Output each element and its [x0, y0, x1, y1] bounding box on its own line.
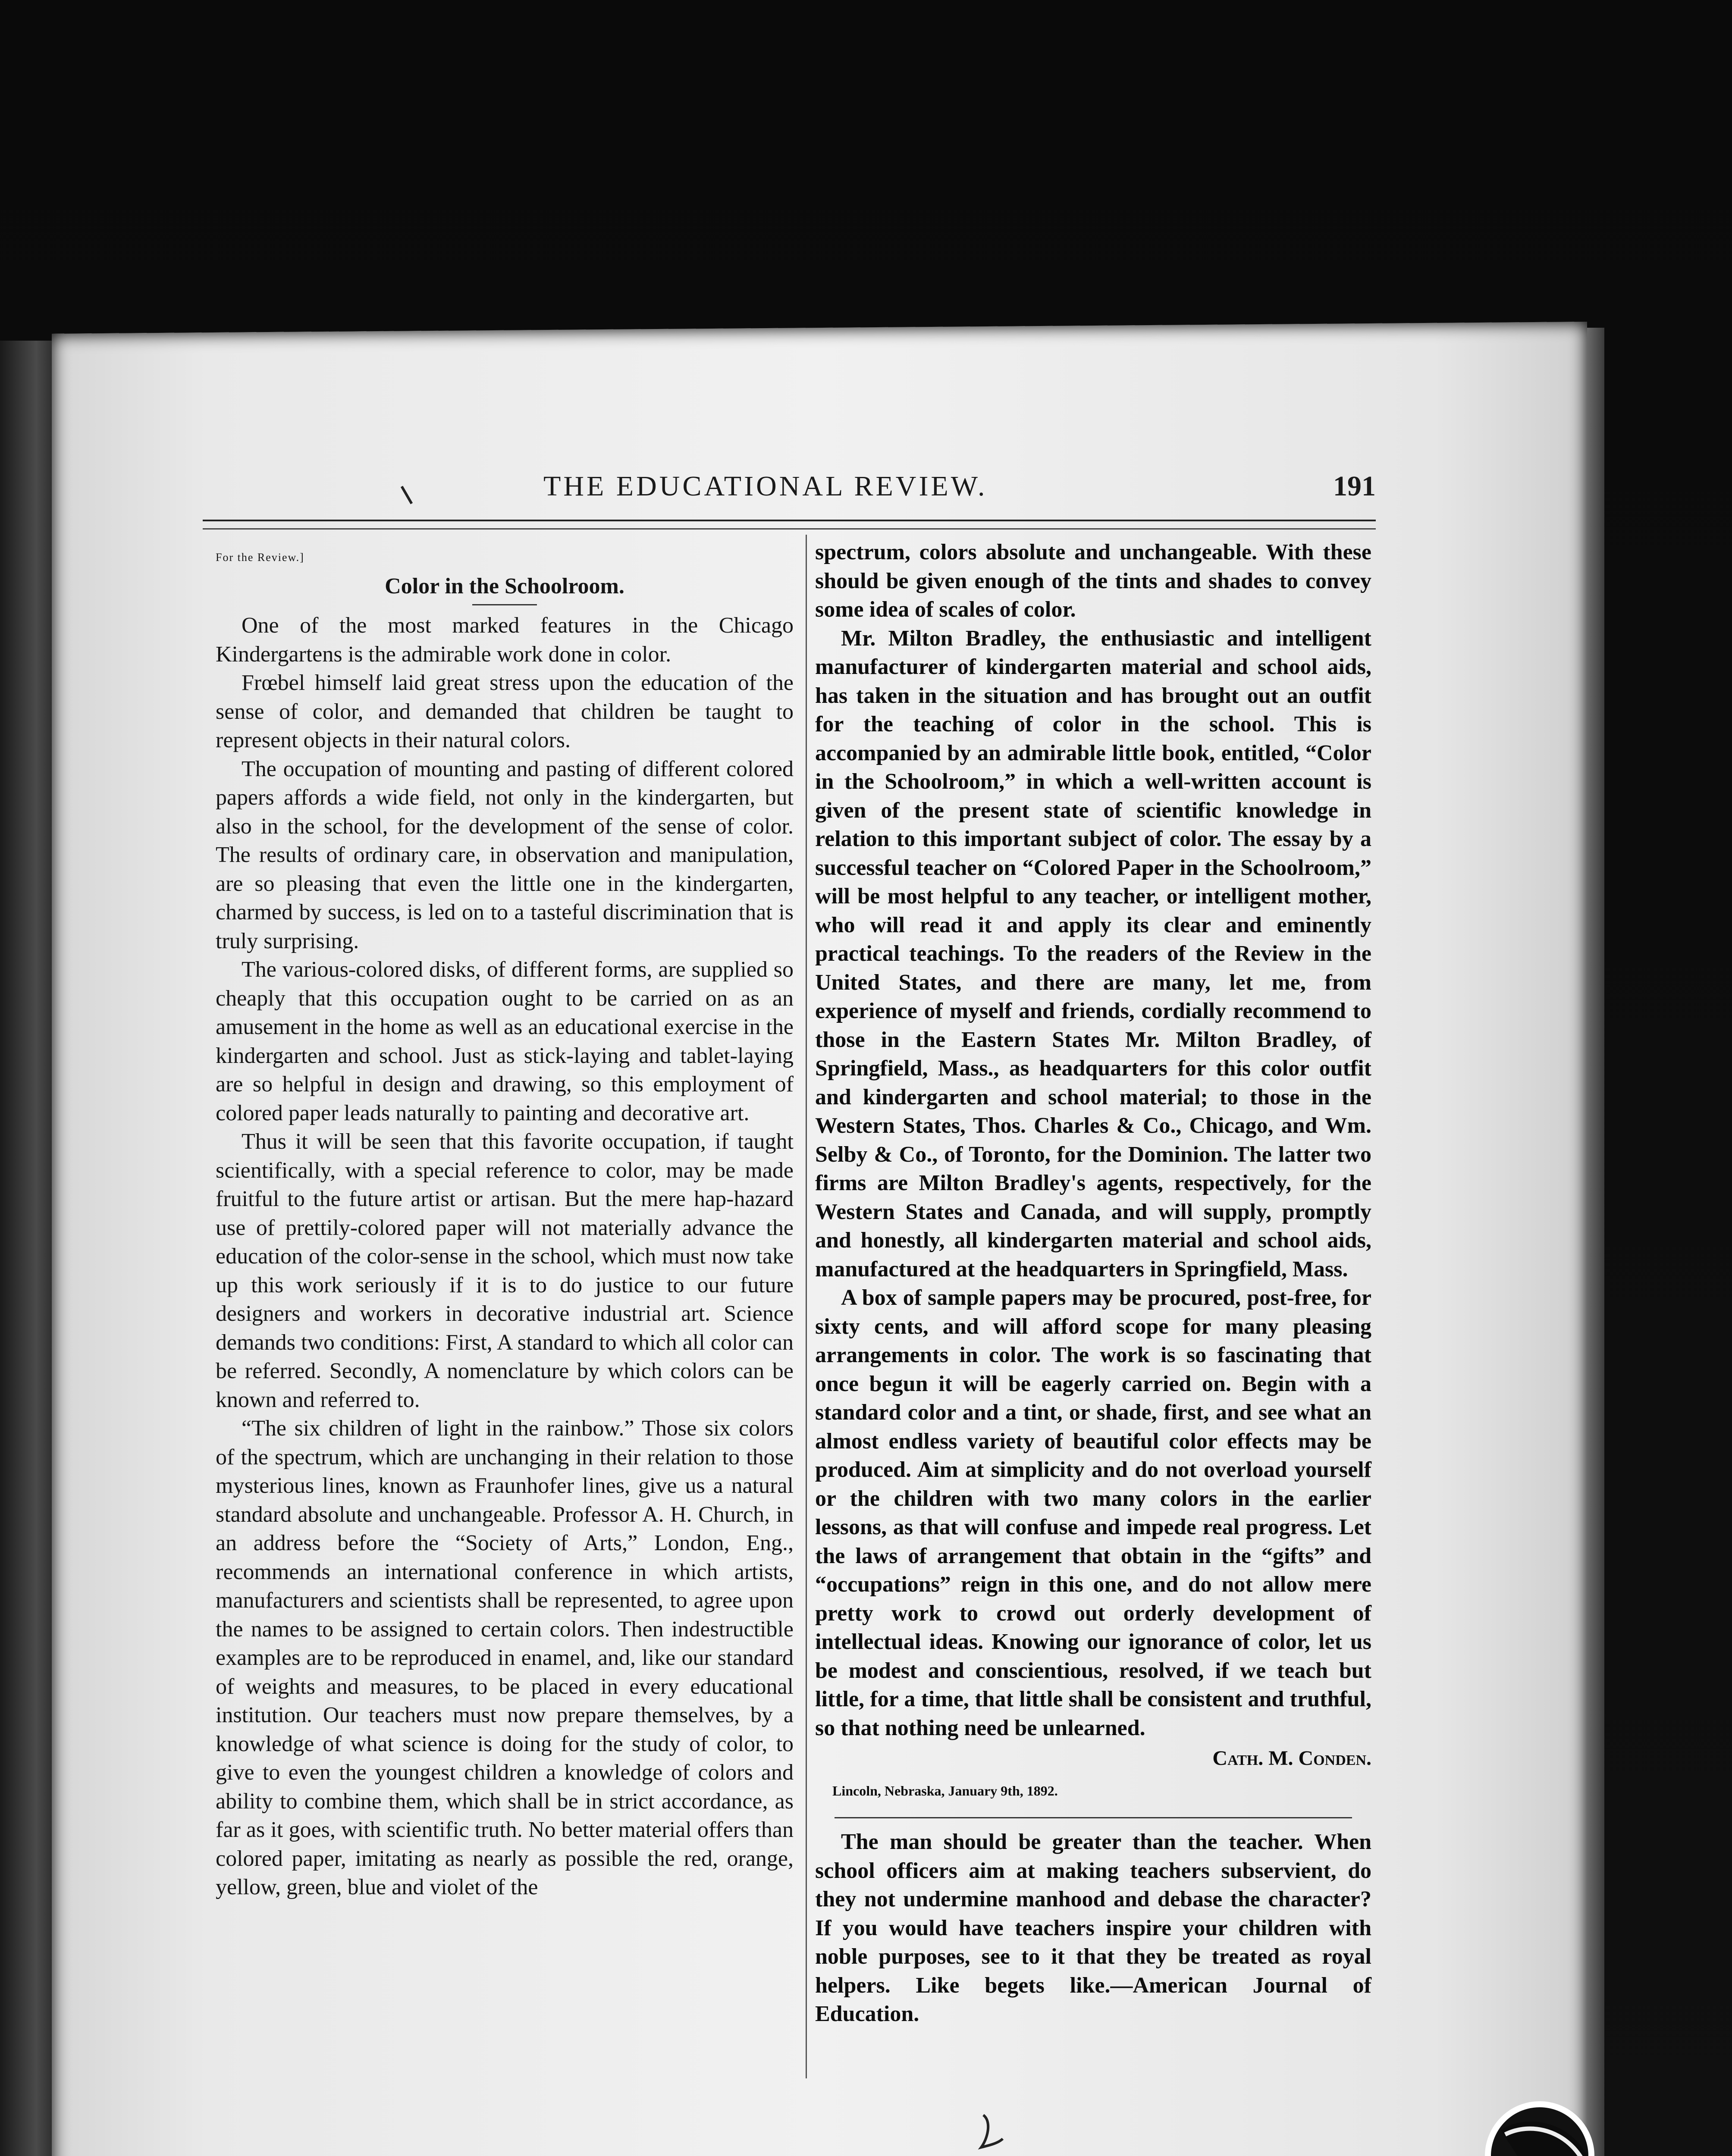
paragraph: Frœbel himself laid great stress upon the education of the sense of color, and demanded that children be taught to represent objects in their natural colors.	[216, 671, 794, 752]
page-clip	[1475, 2096, 1622, 2156]
page-number: 191	[1333, 470, 1376, 502]
paragraph: The occupation of mounting and pasting of different colored papers affords a wide field, not only in the kindergarten, but also in the school, for the development of the sense of color. The results of ordinary care, in observation and manipulation, are so pleasing that even the little one in the kindergarten, charmed by success, is led on to a tasteful discrimination that is truly surprising.	[216, 756, 794, 953]
author-signature: Cath. M. Conden.	[1212, 1747, 1371, 1770]
column-divider	[806, 535, 807, 2078]
left-column	[216, 543, 794, 1902]
paragraph: The various-colored disks, of different forms, are supplied so cheaply that this occupation ought to be carried on as an amusement in the home as well as an educational exercise in the kindergarten and school. Just as stick-laying and tablet-laying are so helpful in design and drawing, so this employment of colored paper leads naturally to painting and decorative art.	[216, 957, 794, 1125]
article-credit: For the Review.]	[216, 551, 304, 564]
article-title: Color in the Schoolroom.	[385, 573, 624, 599]
running-title: THE EDUCATIONAL REVIEW.	[543, 470, 988, 502]
paragraph: Thus it will be seen that this favorite occupation, if taught scientifically, with a special reference to color, may be made fruitful to the future artist or artisan. But the mere hap-hazard use of prettily-colored paper will not materially advance the education of the color-sense in the school, which must now take up this work seriously if it is to do justice to our future designers and workers in decorative industrial art. Science demands two conditions: First, A standard to which all color can be referred. Secondly, A nomenclature by which colors can be known and referred to.	[216, 1129, 794, 1412]
section-rule	[835, 1817, 1352, 1818]
paragraph: “The six children of light in the rainbow.” Those six colors of the spectrum, which are unchanging in their relation to those mysterious lines, known as Fraunhofer lines, give us a natural standard absolute and unchangeable. Professor A. H. Church, in an address before the “Society of Arts,” London, Eng., recommends an international conference in which artists, manufacturers and scientists shall be represented, to agree upon the names to be assigned to certain colors. Then indestructible examples are to be reproduced in enamel, and, like our standard of weights and measures, to be placed in every educational institution. Our teachers must now prepare themselves, by a knowledge of what science is doing for the study of color, to give to even the youngest children a knowledge of colors and ability to combine them, which shall be in strict accordance, as far as it goes, with scientific truth. No better material offers than colored paper, imitating as nearly as possible the red, orange, yellow, green, blue and violet of the	[216, 1416, 794, 1899]
title-rule	[472, 604, 537, 605]
paragraph: The man should be greater than the teacher. When school officers aim at making teachers subservient, do they not undermine manhood and debase the character? If you would have teachers inspire your children with noble purposes, see to it that they be treated as royal helpers. Like begets like.—American Journal of Education.	[815, 1830, 1371, 2026]
book-edge-left	[0, 341, 60, 2156]
paragraph: One of the most marked features in the Chicago Kindergartens is the admirable work done in color.	[216, 613, 794, 667]
paragraph: A box of sample papers may be procured, post-free, for sixty cents, and will afford scope for many pleasing arrangements in color. The work is so fascinating that once begun it will be eagerly carried on. Begin with a standard color and a tint, or shade, first, and see what an almost endless variety of beautiful color effects may be produced. Aim at simplicity and do not overload yourself or the children with two many colors in the earlier lessons, as that will confuse and impede real progress. Let the laws of arrangement that obtain in the “gifts” and “occupations” reign in this one, and do not allow mere pretty work to crowd out orderly development of intellectual ideas. Knowing our ignorance of color, let us be modest and conscientious, resolved, if we teach but little, for a time, that little shall be consistent and truthful, so that nothing need be unlearned.	[815, 1285, 1371, 1740]
paragraph: Mr. Milton Bradley, the enthusiastic and intelligent manufacturer of kindergarten material and school aids, has taken in the situation and has brought out an outfit for the teaching of color in the school. This is accompanied by an admirable little book, entitled, “Color in the Schoolroom,” in which a well-written account is given of the present state of scientific knowledge in relation to this important subject of color. The essay by a successful teacher on “Colored Paper in the Schoolroom,” will be most helpful to any teacher, or intelligent mother, who will read it and apply its clear and eminently practical teachings. To the readers of the Review in the United States, and there are many, let me, from experience of myself and friends, cordially recommend to those in the Eastern States Mr. Milton Bradley, of Springfield, Mass., as headquarters for this color outfit and kindergarten and school material; to those in the Western States, Thos. Charles & Co., Chicago, and Wm. Selby & Co., of Toronto, for the Dominion. The latter two firms are Milton Bradley's agents, respectively, for the Western States and Canada, and will supply, promptly and honestly, all kindergarten material and school aids, manufactured at the headquarters in Springfield, Mass.	[815, 626, 1371, 1282]
header-rule	[203, 520, 1376, 530]
paragraph: spectrum, colors absolute and unchangeable. With these should be given enough of the tints and shades to convey some idea of scales of color.	[815, 540, 1371, 622]
right-column	[815, 538, 1371, 2029]
dateline: Lincoln, Nebraska, January 9th, 1892.	[832, 1783, 1058, 1799]
pen-mark	[975, 2113, 1009, 2152]
page-header	[203, 470, 1376, 509]
